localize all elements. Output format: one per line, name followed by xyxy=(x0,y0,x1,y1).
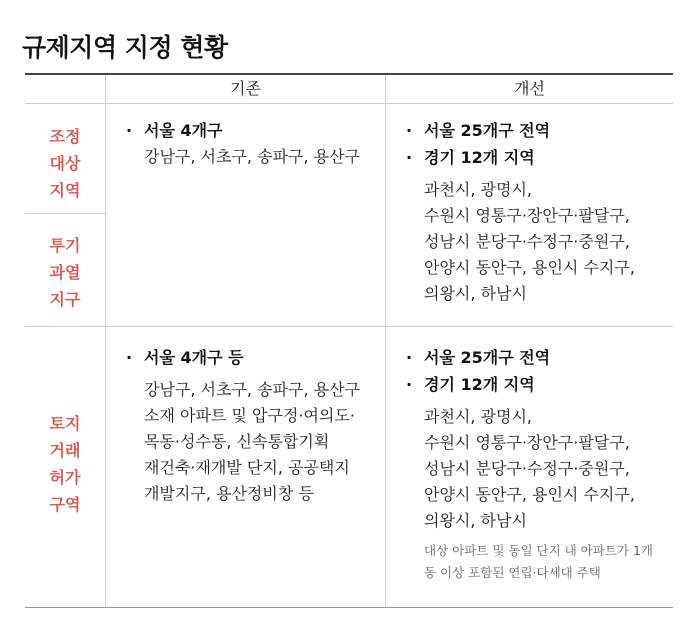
column-divider-1 xyxy=(105,75,106,607)
row2-after-line: 의왕시, 하남시 xyxy=(424,511,527,530)
column-divider-2 xyxy=(385,75,386,607)
row1-before-cell xyxy=(126,117,381,170)
row1-after-cell xyxy=(406,117,671,307)
row1-after-line: 의왕시, 하남시 xyxy=(424,284,527,303)
table-bottom-rule xyxy=(25,607,673,608)
row2-after-note: 대상 아파트 및 동일 단지 내 아파트가 1개 xyxy=(424,543,653,558)
row2-after-line: 과천시, 광명시, xyxy=(424,407,532,426)
row2-before-line: 재건축·재개발 단지, 공공택지 xyxy=(144,458,350,477)
row2-before-line: 개발지구, 용산정비창 등 xyxy=(144,484,314,503)
row-label-speculation-zone: 투기 과열 지구 xyxy=(49,236,81,309)
page-title: 규제지역 지정 현황 xyxy=(22,33,228,62)
row1-after-line: 수원시 영통구·장안구·팔달구, xyxy=(424,206,630,225)
header-before: 기존 xyxy=(230,79,261,98)
row1-before-line: 강남구, 서초구, 송파구, 용산구 xyxy=(144,147,360,166)
row2-after-line: 수원시 영통구·장안구·팔달구, xyxy=(424,433,630,452)
row-label-land-permit-zone: 토지 거래 허가 구역 xyxy=(49,414,81,514)
row2-before-bullet: · 서울 4개구 등 xyxy=(126,344,381,371)
row1-after-line: 안양시 동안구, 용인시 수지구, xyxy=(424,258,635,277)
row1-after-bullet-2: · 경기 12개 지역 xyxy=(406,144,671,171)
row2-before-line: 목동·성수동, 신속통합기획 xyxy=(144,432,330,451)
row2-after-bullet-2: · 경기 12개 지역 xyxy=(406,371,671,398)
row1-after-bullet-1: · 서울 25개구 전역 xyxy=(406,117,671,144)
header-divider xyxy=(25,103,673,104)
row2-after-line: 안양시 동안구, 용인시 수지구, xyxy=(424,485,635,504)
row1-after-line: 성남시 분당구·수정구·중원구, xyxy=(424,232,630,251)
row-divider xyxy=(25,326,673,327)
row2-after-cell xyxy=(406,344,671,584)
row1-before-bullet: · 서울 4개구 xyxy=(126,117,381,144)
row2-before-line: 소재 아파트 및 압구정·여의도· xyxy=(144,406,355,425)
row2-before-line: 강남구, 서초구, 송파구, 용산구 xyxy=(144,380,360,399)
row2-after-line: 성남시 분당구·수정구·중원구, xyxy=(424,459,630,478)
row1-after-line: 과천시, 광명시, xyxy=(424,180,532,199)
row2-after-note: 동 이상 포함된 연립·다세대 주택 xyxy=(424,565,601,580)
header-after: 개선 xyxy=(514,79,545,98)
row2-before-cell xyxy=(126,344,381,507)
row2-after-bullet-1: · 서울 25개구 전역 xyxy=(406,344,671,371)
row-label-adjustment-area: 조정 대상 지역 xyxy=(49,127,81,200)
label-divider xyxy=(25,213,105,214)
